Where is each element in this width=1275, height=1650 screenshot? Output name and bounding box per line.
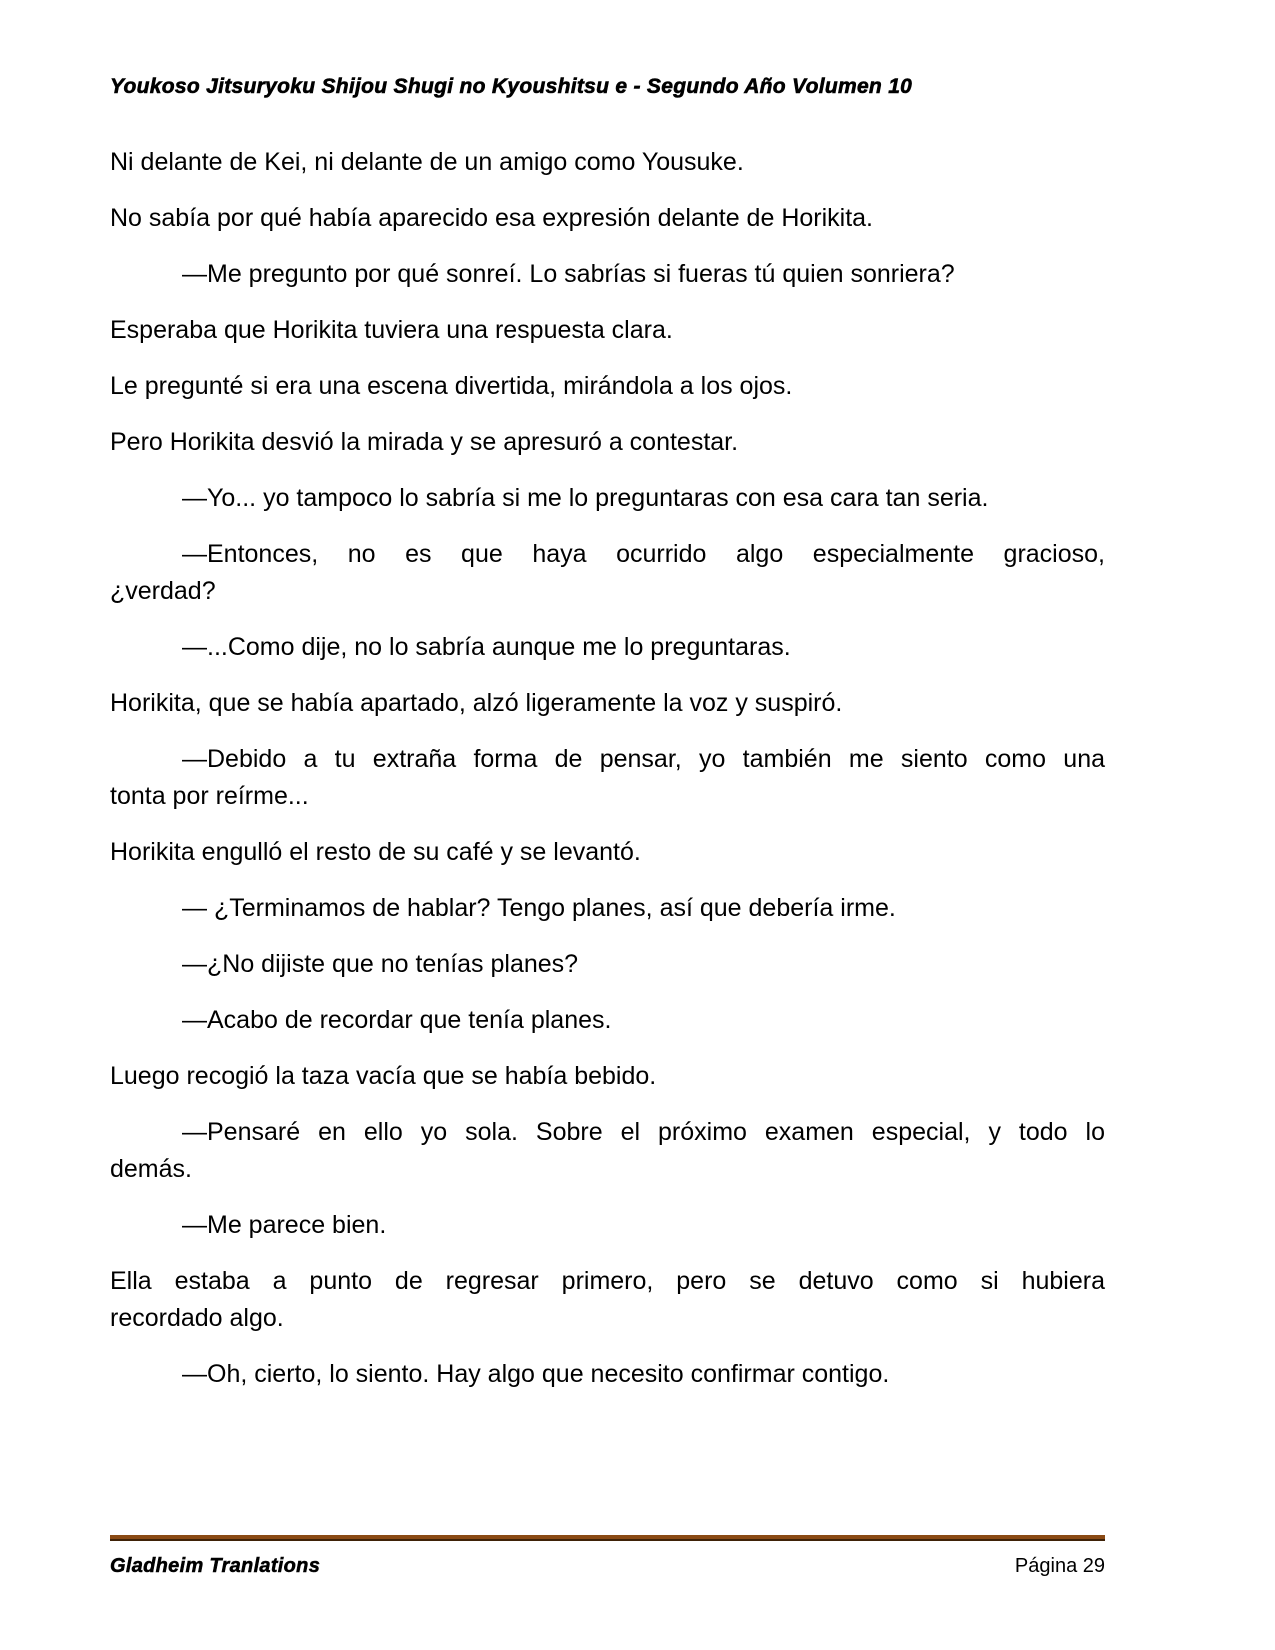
paragraph (110, 1263, 1105, 1337)
paragraph (110, 256, 1105, 293)
paragraph (110, 1207, 1105, 1244)
paragraph (110, 480, 1105, 517)
footer-page-number: Página 29 (1014, 1555, 1105, 1577)
text-line: —Acabo de recordar que tenía planes. (182, 1006, 612, 1034)
text-line: —Yo... yo tampoco lo sabría si me lo preguntaras con esa cara tan seria. (182, 484, 989, 512)
text-line: Le pregunté si era una escena divertida, mirándola a los ojos. (110, 372, 793, 400)
text-line: recordado algo. (110, 1304, 284, 1332)
text-line: Horikita engulló el resto de su café y se levantó. (110, 838, 641, 866)
text-line: Pero Horikita desvió la mirada y se apresuró a contestar. (110, 428, 739, 456)
paragraph (110, 144, 1105, 181)
paragraph (110, 629, 1105, 666)
text-line: No sabía por qué había aparecido esa expresión delante de Horikita. (110, 204, 874, 232)
text-line: Ni delante de Kei, ni delante de un amigo como Yousuke. (110, 148, 744, 176)
paragraph (110, 685, 1105, 722)
paragraph (110, 890, 1105, 927)
text-line: Ella estaba a punto de regresar primero, pero se detuvo como si hubiera (110, 1267, 1105, 1295)
paragraph (110, 424, 1105, 461)
paragraph (110, 1356, 1105, 1393)
text-line: —¿No dijiste que no tenías planes? (182, 950, 579, 978)
paragraph (110, 1058, 1105, 1095)
text-line: —Oh, cierto, lo siento. Hay algo que necesito confirmar contigo. (182, 1360, 890, 1388)
paragraph (110, 536, 1105, 610)
text-line: Esperaba que Horikita tuviera una respuesta clara. (110, 316, 673, 344)
text-line: —Me parece bien. (182, 1211, 387, 1239)
text-line: Horikita, que se había apartado, alzó ligeramente la voz y suspiró. (110, 689, 843, 717)
text-line: demás. (110, 1155, 192, 1183)
text-line: —Me pregunto por qué sonreí. Lo sabrías si fueras tú quien sonriera? (182, 260, 955, 288)
page-header-title: Youkoso Jitsuryoku Shijou Shugi no Kyoushitsu e - Segundo Año Volumen 10 (110, 75, 913, 98)
paragraph (110, 1114, 1105, 1188)
paragraph (110, 834, 1105, 871)
text-line: Luego recogió la taza vacía que se había bebido. (110, 1062, 657, 1090)
text-line: —Pensaré en ello yo sola. Sobre el próximo examen especial, y todo lo (182, 1118, 1105, 1146)
text-line: ¿verdad? (110, 577, 216, 605)
text-line: —Entonces, no es que haya ocurrido algo especialmente gracioso, (182, 540, 1105, 568)
paragraph (110, 368, 1105, 405)
footer-translator: Gladheim Tranlations (110, 1555, 321, 1577)
text-line: —Debido a tu extraña forma de pensar, yo también me siento como una (182, 745, 1105, 773)
body-paragraphs (0, 144, 1275, 1393)
page-header (0, 0, 1275, 99)
footer-row (110, 1555, 1105, 1578)
paragraph (110, 946, 1105, 983)
paragraph (110, 312, 1105, 349)
text-line: —...Como dije, no lo sabría aunque me lo preguntaras. (182, 633, 791, 661)
text-line: — ¿Terminamos de hablar? Tengo planes, así que debería irme. (182, 894, 896, 922)
paragraph (110, 741, 1105, 815)
page-footer (110, 1535, 1105, 1578)
text-line: tonta por reírme... (110, 782, 309, 810)
footer-rule (110, 1535, 1105, 1541)
paragraph (110, 1002, 1105, 1039)
paragraph (110, 200, 1105, 237)
